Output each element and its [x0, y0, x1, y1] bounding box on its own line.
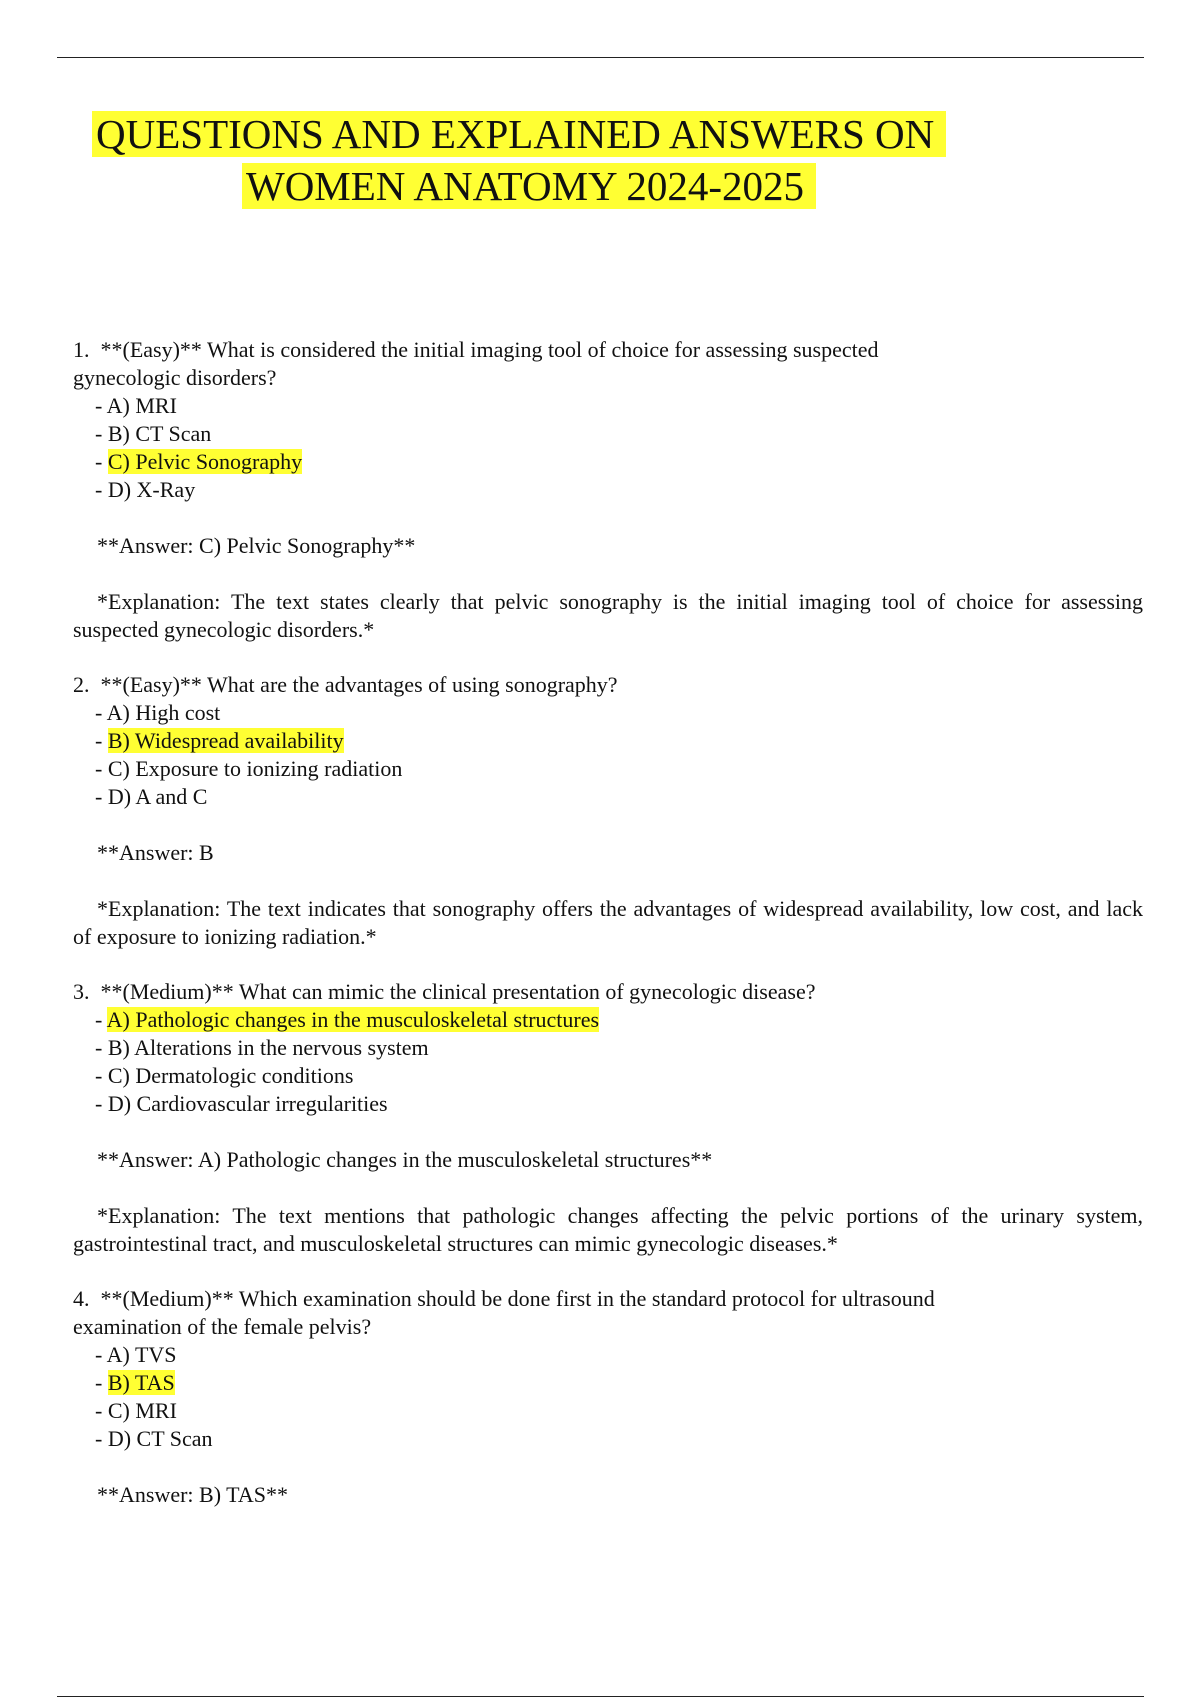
explanation-text: *Explanation: The text states clearly that pelvic sonography is the initial imaging tool of choice for assessing suspected gynecologic disorders.* [73, 589, 1143, 642]
bottom-rule [57, 1696, 1144, 1697]
title-line-2: WOMEN ANATOMY 2024-2025 [242, 160, 816, 212]
option-c: - C) Exposure to ionizing radiation [95, 756, 403, 781]
title-line-1: QUESTIONS AND EXPLAINED ANSWERS ON [92, 108, 946, 160]
question-3 [73, 978, 1143, 1258]
question-text: Which examination should be done first in the standard protocol for ultrasound examination of the female pelvis? [73, 1286, 935, 1339]
option-b: - B) CT Scan [95, 421, 212, 446]
highlighted-correct-option: C) Pelvic Sonography [107, 449, 303, 474]
option-a: - A) TVS [95, 1342, 177, 1367]
question-stem [73, 978, 953, 1006]
option-b: - B) TAS [95, 1370, 175, 1395]
question-stem [73, 1285, 953, 1341]
question-stem [73, 671, 953, 699]
option-b: - B) Alterations in the nervous system [95, 1035, 429, 1060]
option-list [73, 1341, 1143, 1453]
question-difficulty: **(Medium)** [100, 979, 234, 1004]
question-4 [73, 1285, 1143, 1509]
question-2 [73, 671, 1143, 951]
question-1 [73, 336, 1143, 644]
question-number: 4. [73, 1286, 90, 1311]
highlighted-correct-option: B) Widespread availability [107, 728, 344, 753]
answer-line: **Answer: B [97, 840, 214, 865]
highlighted-correct-option: B) TAS [107, 1370, 175, 1395]
option-list [73, 699, 1143, 811]
explanation-text: *Explanation: The text indicates that sonography offers the advantages of widespread availability, low cost, and lack of exposure to ionizing radiation.* [73, 896, 1143, 949]
option-c: - C) MRI [95, 1398, 177, 1423]
question-stem [73, 336, 953, 392]
question-difficulty: **(Medium)** [100, 1286, 234, 1311]
option-list [73, 1006, 1143, 1118]
question-number: 2. [73, 672, 90, 697]
question-number: 1. [73, 337, 90, 362]
option-b: - B) Widespread availability [95, 728, 344, 753]
option-d: - D) Cardiovascular irregularities [95, 1091, 388, 1116]
answer-line: **Answer: C) Pelvic Sonography** [97, 533, 416, 558]
top-rule [57, 57, 1144, 58]
question-difficulty: **(Easy)** [100, 337, 202, 362]
explanation-text: *Explanation: The text mentions that pathologic changes affecting the pelvic portions of the urinary system, gastrointestinal tract, and musculoskeletal structures can mimic gynecologic diseases.* [73, 1203, 1143, 1256]
question-difficulty: **(Easy)** [100, 672, 202, 697]
question-text: What can mimic the clinical presentation of gynecologic disease? [238, 979, 816, 1004]
option-d: - D) A and C [95, 784, 208, 809]
answer-line: **Answer: A) Pathologic changes in the musculoskeletal structures** [97, 1147, 713, 1172]
option-list [73, 392, 1143, 504]
option-c: - C) Pelvic Sonography [95, 449, 303, 474]
answer-line: **Answer: B) TAS** [97, 1482, 288, 1507]
highlighted-correct-option: A) Pathologic changes in the musculoskeletal structures [106, 1007, 600, 1032]
question-number: 3. [73, 979, 90, 1004]
option-a: - A) High cost [95, 700, 221, 725]
question-list [73, 336, 1143, 1536]
option-a: - A) MRI [95, 393, 177, 418]
question-text: What are the advantages of using sonography? [207, 672, 618, 697]
option-d: - D) X-Ray [95, 477, 196, 502]
option-a: - A) Pathologic changes in the musculoskeletal structures [95, 1007, 600, 1032]
question-text: What is considered the initial imaging tool of choice for assessing suspected gynecologic disorders? [73, 337, 879, 390]
option-c: - C) Dermatologic conditions [95, 1063, 354, 1088]
option-d: - D) CT Scan [95, 1426, 213, 1451]
